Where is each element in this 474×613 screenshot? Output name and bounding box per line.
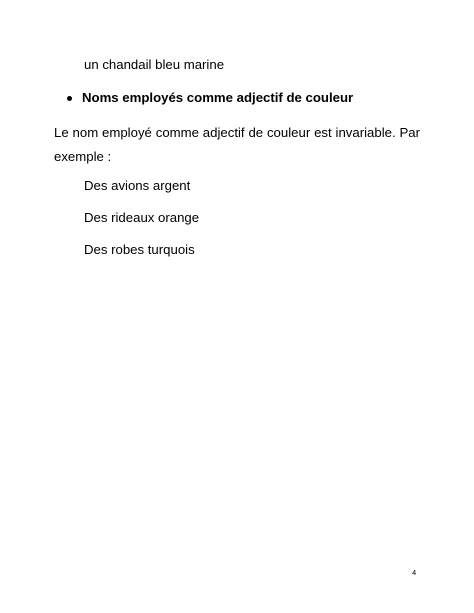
section-heading-row (67, 90, 353, 106)
bullet-icon (67, 96, 72, 101)
example-text-chandail: un chandail bleu marine (84, 57, 225, 72)
example-line-1: Des avions argent (84, 178, 191, 193)
page-number: 4 (412, 568, 417, 577)
body-paragraph: Le nom employé comme adjectif de couleur est invariable. Par exemple : (54, 125, 420, 164)
example-line-3: Des robes turquois (84, 242, 195, 257)
example-line-2: Des rideaux orange (84, 210, 200, 225)
section-heading: Noms employés comme adjectif de couleur (82, 90, 354, 105)
